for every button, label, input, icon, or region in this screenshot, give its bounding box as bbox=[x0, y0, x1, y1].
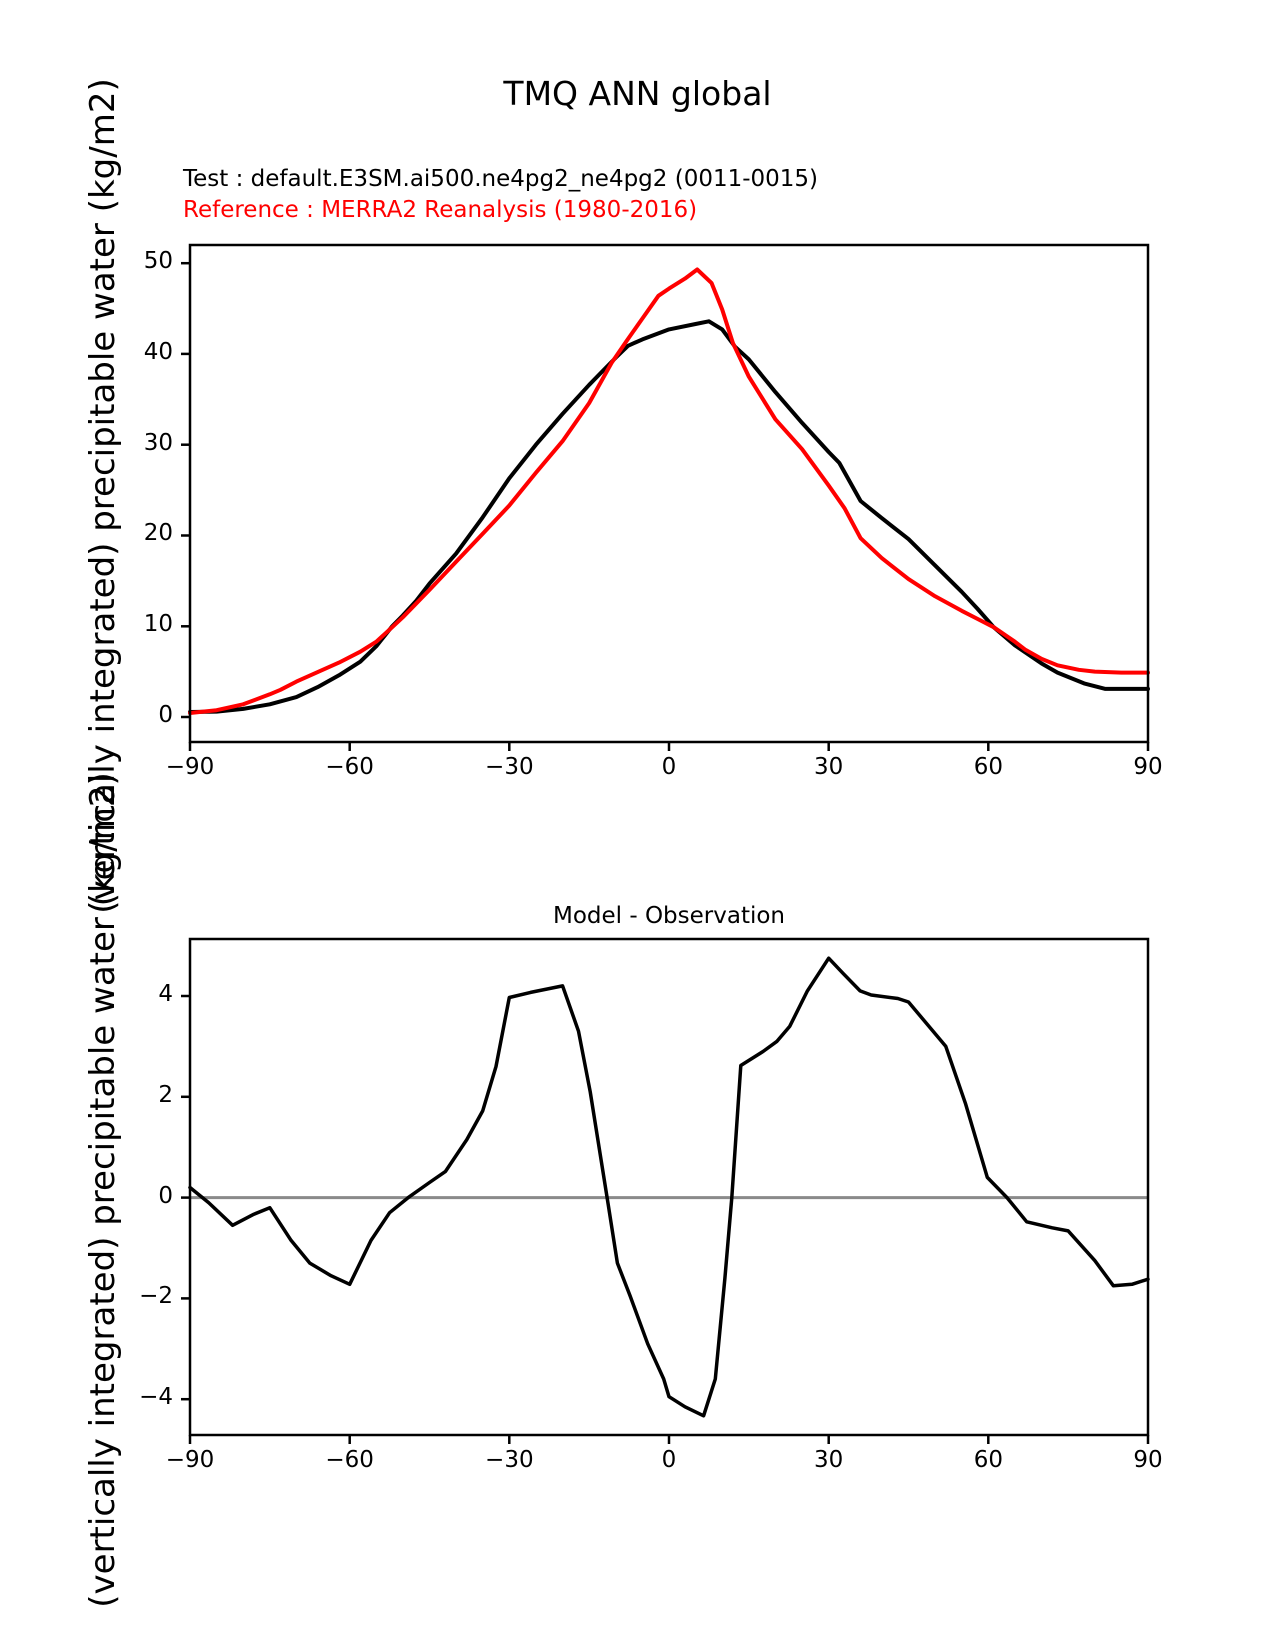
y-axis-label-top: (vertically integrated) precipitable water (kg/m2) bbox=[83, 78, 123, 914]
x-tick-label: 30 bbox=[814, 1447, 844, 1473]
x-tick-label: −60 bbox=[325, 754, 374, 780]
x-tick-label: −30 bbox=[485, 1447, 534, 1473]
series-line bbox=[190, 958, 1148, 1416]
x-tick-label: 90 bbox=[1133, 1447, 1163, 1473]
y-tick-label: 20 bbox=[143, 520, 173, 547]
x-tick-label: 0 bbox=[661, 1447, 677, 1473]
y-tick-label: 4 bbox=[158, 980, 173, 1007]
zonal-mean-chart bbox=[190, 245, 1148, 742]
x-tick-label: 0 bbox=[661, 754, 677, 780]
x-tick-label: −60 bbox=[325, 1447, 374, 1473]
x-tick-label: 60 bbox=[973, 1447, 1003, 1473]
legend-reference-label: Reference : MERRA2 Reanalysis (1980-2016) bbox=[183, 197, 698, 223]
y-axis-label-bottom: (vertically integrated) precipitable water (kg/m2) bbox=[83, 772, 123, 1608]
y-tick-label: 0 bbox=[158, 702, 173, 729]
y-tick-label: 0 bbox=[158, 1182, 173, 1209]
x-tick-label: 30 bbox=[814, 754, 844, 780]
y-tick-label: 40 bbox=[143, 338, 173, 365]
difference-chart-title: Model - Observation bbox=[552, 903, 786, 929]
x-tick-label: 90 bbox=[1133, 754, 1163, 780]
legend-test-label: Test : default.E3SM.ai500.ne4pg2_ne4pg2 (0011-0015) bbox=[183, 166, 819, 192]
y-tick-label: −4 bbox=[139, 1384, 173, 1411]
y-tick-label: 10 bbox=[143, 611, 173, 638]
difference-chart bbox=[190, 939, 1148, 1435]
x-tick-label: −30 bbox=[485, 754, 534, 780]
x-tick-label: 60 bbox=[973, 754, 1003, 780]
figure-title: TMQ ANN global bbox=[503, 74, 772, 113]
y-tick-label: 50 bbox=[143, 248, 173, 275]
series-line bbox=[190, 321, 1148, 712]
y-tick-label: 30 bbox=[143, 429, 173, 456]
series-line bbox=[190, 270, 1148, 714]
y-tick-label: 2 bbox=[158, 1081, 173, 1108]
y-tick-label: −2 bbox=[139, 1283, 173, 1310]
legend bbox=[183, 164, 818, 226]
x-tick-label: −90 bbox=[165, 754, 215, 780]
x-tick-label: −90 bbox=[165, 1447, 215, 1473]
